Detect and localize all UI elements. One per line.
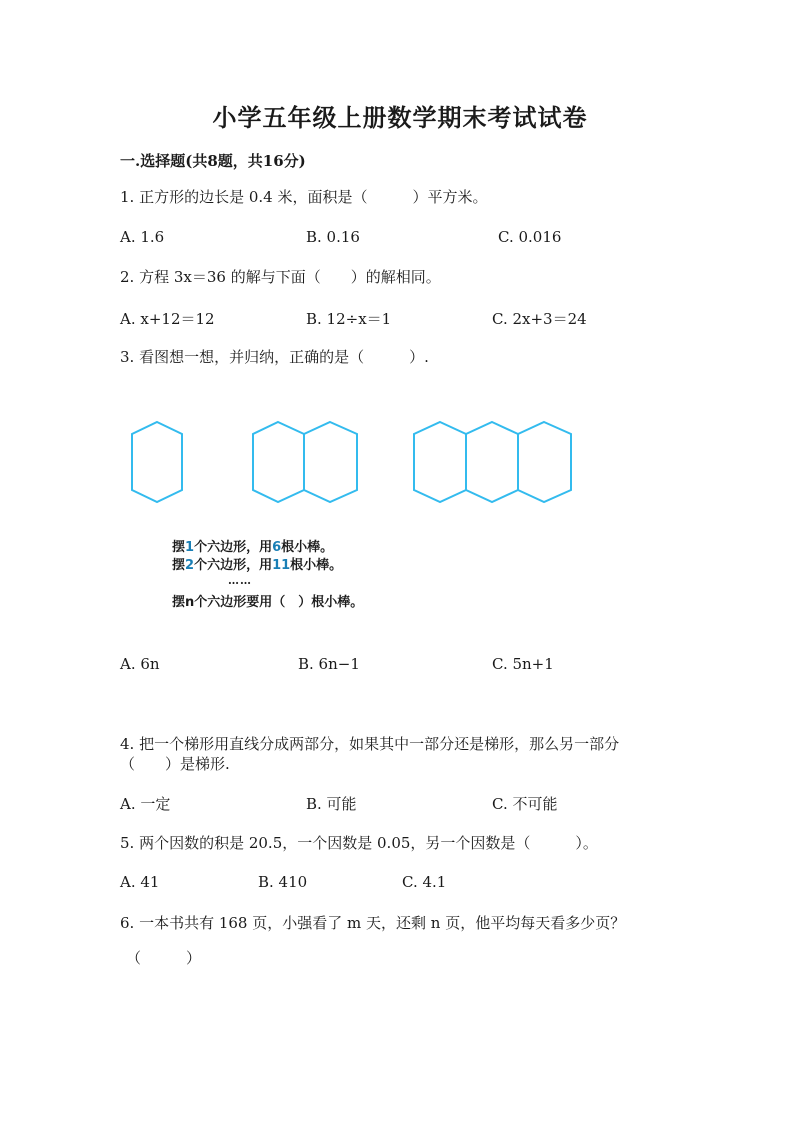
question-5-option-a[interactable]: A. 41 [120, 873, 160, 891]
question-4-stem-line-2: （ ）是梯形. [120, 755, 230, 773]
question-3-option-c[interactable]: C. 5n+1 [492, 655, 554, 673]
question-5-option-c[interactable]: C. 4.1 [402, 873, 447, 891]
question-1-option-b[interactable]: B. 0.16 [306, 228, 360, 246]
hexagon-1 [132, 422, 182, 502]
question-4-option-a[interactable]: A. 一定 [120, 795, 171, 813]
question-2-option-c[interactable]: C. 2x+3＝24 [492, 310, 587, 328]
question-6-stem: 6. 一本书共有 168 页，小强看了 m 天，还剩 n 页，他平均每天看多少页？ [120, 914, 626, 932]
question-6-answer-blank[interactable]: （ ） [126, 949, 202, 967]
question-4-option-b[interactable]: B. 可能 [306, 795, 357, 813]
question-3-stem: 3. 看图想一想，并归纳，正确的是（ ）. [120, 348, 429, 366]
question-3-option-a[interactable]: A. 6n [120, 655, 160, 673]
question-5-option-b[interactable]: B. 410 [258, 873, 308, 891]
figure-line-3: 摆n个六边形要用（ ）根小棒。 [172, 595, 364, 610]
hexagon-3a [414, 422, 466, 502]
figure-ellipsis: …… [228, 574, 252, 587]
section-heading: 一.选择题(共8题，共16分) [120, 152, 306, 170]
figure-line-2: 摆2个六边形，用11根小棒。 [172, 558, 343, 573]
question-4-stem-line-1: 4. 把一个梯形用直线分成两部分，如果其中一部分还是梯形，那么另一部分 [120, 735, 620, 753]
hexagon-2a [253, 422, 304, 502]
question-2-stem: 2. 方程 3x＝36 的解与下面（ ）的解相同。 [120, 268, 441, 286]
question-1-option-c[interactable]: C. 0.016 [498, 228, 562, 246]
hexagon-3c [518, 422, 571, 502]
question-1-stem: 1. 正方形的边长是 0.4 米，面积是（ ）平方米。 [120, 188, 488, 206]
question-4-option-c[interactable]: C. 不可能 [492, 795, 558, 813]
hexagon-figure [120, 410, 590, 520]
question-5-stem: 5. 两个因数的积是 20.5，一个因数是 0.05，另一个因数是（ ）。 [120, 834, 598, 852]
question-2-option-b[interactable]: B. 12÷x＝1 [306, 310, 392, 328]
question-1-option-a[interactable]: A. 1.6 [120, 228, 165, 246]
question-3-option-b[interactable]: B. 6n−1 [298, 655, 360, 673]
page-title: 小学五年级上册数学期末考试试卷 [212, 103, 588, 132]
hexagon-2b [304, 422, 357, 502]
hexagon-3b [466, 422, 518, 502]
question-2-option-a[interactable]: A. x+12＝12 [120, 310, 215, 328]
hexagon-strokes [132, 422, 571, 502]
figure-line-1: 摆1个六边形，用6根小棒。 [172, 540, 334, 555]
